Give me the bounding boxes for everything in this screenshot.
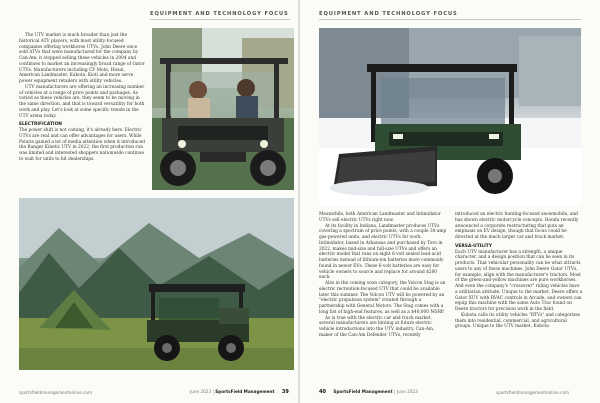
left-header-rule [150, 19, 290, 20]
snow-plow-illustration [319, 28, 581, 206]
right-footer-meta [319, 389, 418, 395]
utv-riders-photo [152, 28, 294, 190]
snowmobile-paragraph: introduced an electric hunting-focused snowmobile, and has shown electric motorcycle concepts. Honda recently announced a corporate restructuring that puts an emphasis on EV design, though that focus could be directed at the much larger car and truck market. [455, 212, 579, 240]
forest-camp-illustration [19, 198, 294, 370]
right-text-column-1 [319, 212, 447, 339]
right-page-number: 40 [319, 389, 326, 395]
left-page-number: 39 [281, 389, 289, 395]
snow-plow-utv-photo [319, 28, 581, 206]
right-text-column-2 [455, 212, 583, 330]
left-footer-site: sportsfieldmanagementonline.com [19, 390, 93, 395]
can-am-paragraph: As is true with the electric car and truck market, several manufacturers are hinting at future electric vehicle introductions into the UTV industry. Can-Am, maker of the Can-Am Defender UTVs, recently [319, 315, 435, 338]
right-running-head: EQUIPMENT AND TECHNOLOGY FOCUS [319, 11, 458, 17]
electrification-heading: ELECTRIFICATION [19, 122, 62, 128]
left-text-column [19, 33, 147, 163]
electrification-paragraph: The power shift is not coming, it's already here. Electric UTVs are real and can offer advantages for users. While Polaris gained a lot of media attention when it introduced the Ranger Kinetic UTV in 2022, the first production run was limited and interested shoppers nationwide continue to wait for units to hit dealerships. [19, 128, 146, 162]
versa-utility-paragraph: Each UTV manufacturer has a strength, a unique character, and a design position that can be seen in its products. That vehicular personality can be what attracts users to any of these machines. John Deere Gator UTVs, for example, align with the manufacturer's tractors. Most of the green-and-yellow machines are pure workhorses. And even the company's "crossover" riding vehicles have a utilitarian attitude. Unique to the market, Deere offers a Gator XUV with RVAC controls in Arcade, and owners can equip this machine with the same Auto Trac found on Deere tractors for precision work in the field. [455, 249, 583, 312]
right-page [300, 0, 600, 403]
volcon-paragraph: Also in the coming soon category, the Volcon Stag is an electric recreation-focused UTV that could be available later this summer. The Volcon UTV will be powered by an "electric propulsion system" created through a partnership with General Motors. The Stag comes with a long list of high-end features, as well as a $40,000 MSRP. [319, 281, 446, 315]
electric-utv-paragraph: Meanwhile, both American Landmaster and Intimidator UTVs sell electric UTVs right now. [319, 212, 441, 223]
intro-paragraph: The UTV market is much broader than just the historical ATV players, with most utility-focused companies offering workhorse UTVs. John Deere once sold ATVs that were manufactured for the company by Can-Am; it stopped selling these vehicles in 2004 and continues to market an increasingly broad range of Gator UTVs. Manufacturers including CF Moto, Hisun, American Landmaster, Kubota, Kioti and more serve power equipment retailers with utility vehicles. [19, 33, 145, 84]
trend-paragraph: UTV manufacturers are offering an increasing number of vehicles at a range of price points and packages. As varied as these vehicles are, they seem to be moving in the same direction, and that is toward versatility for both work and play. Let's look at some specific trends in the UTV arena today. [19, 84, 145, 119]
left-footer-meta [190, 389, 289, 395]
left-footer-magazine: SportsField Management [215, 389, 275, 394]
right-footer-issue: | June 2023 [393, 389, 418, 394]
forest-camp-utv-photo [19, 198, 294, 370]
right-header-rule [319, 19, 581, 20]
versa-utility-heading: VERSA-UTILITY [455, 243, 492, 249]
kubota-paragraph: Kubota calls its utility vehicles "RTVs" and categorizes them into residential, commercial, and agricultural groups. Unique to the UTV market, Kubota [455, 312, 581, 330]
right-footer-site: sportsfieldmanagementonline.com [496, 390, 570, 395]
utv-riders-illustration [152, 28, 294, 190]
left-running-head: EQUIPMENT AND TECHNOLOGY FOCUS [150, 11, 289, 17]
right-footer-magazine: SportsField Management [333, 389, 393, 394]
left-footer-issue: June 2023 | [190, 389, 214, 394]
landmaster-paragraph: At its facility in Indiana, Landmaster produces UTVs covering a spectrum of price points, with a couple 30-amp gas-powered units, and electric UTVs for work. Intimidator, based in Arkansas and purchased by Toro in 2022, makes mid-size and full-size UTVs and offers an electric model that runs on eight 6-volt sealed lead-acid batteries instead of lithium-ion batteries more commonly found in newer EVs. These 6-volt batteries are easy for vehicle owners to source and replace for around $200 each. [319, 223, 447, 281]
